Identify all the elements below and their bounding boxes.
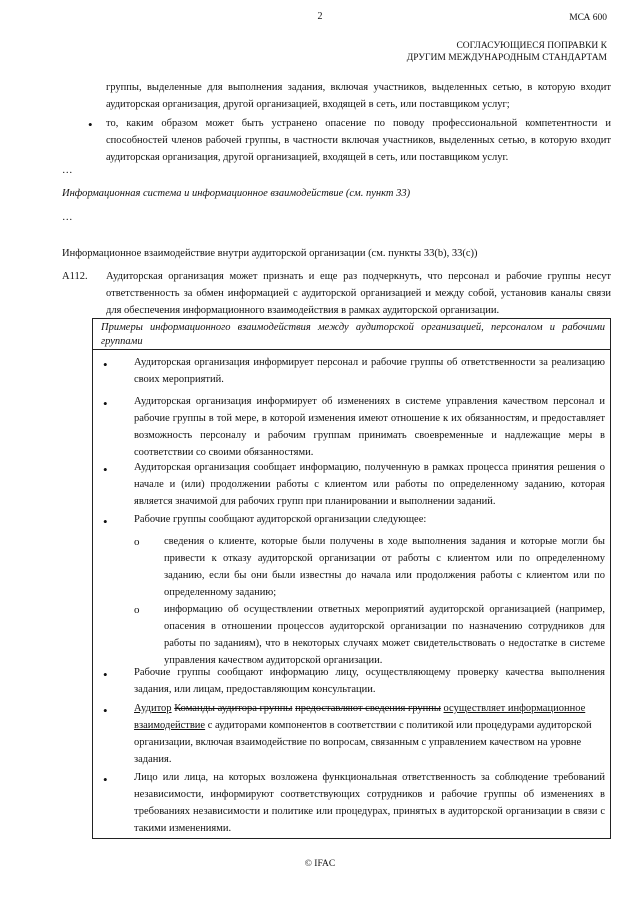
text: задания. bbox=[134, 754, 172, 765]
box-bullet-6-tracked-changes bbox=[134, 700, 605, 768]
box-bullet-7: Лицо или лица, на которых возложена функциональная ответственность за соблюдение требований независимости, информируют соответствующих сотрудников и рабочие группы об изменениях в требованиях независимости и политике или процедурах, принятых в аудиторской организации в связи с такими изменениями. bbox=[134, 772, 605, 834]
box-bullet-3: Аудиторская организация сообщает информацию, полученную в рамках процесса принятия решения о начале и (или) продолжении работы с клиентом или работы по определенному заданию, которая является значимой для рабочих групп при планировании и выполнении заданий. bbox=[134, 462, 605, 507]
inserted-text: взаимодействие bbox=[134, 720, 206, 731]
section-heading-italic: Информационная система и информационное взаимодействие (см. пункт 33) bbox=[62, 188, 411, 199]
box-divider bbox=[92, 349, 611, 350]
paragraph-number: A112. bbox=[62, 271, 88, 282]
inserted-text: Аудитор bbox=[134, 703, 172, 714]
bullet-marker: • bbox=[103, 703, 108, 718]
box-sub-bullet-1: сведения о клиенте, которые были получены в ходе выполнения задания и которые могли бы привести к отказу аудиторской организации от работы с клиентом или по определенному заданию, если бы они были известны до начала или продолжения работы с клиентом или по определенному заданию; bbox=[164, 536, 605, 598]
box-sub-bullet-2: информацию об осуществлении ответных мероприятий аудиторской организацией (например, опасения в отношении процессов аудиторской организации по назначению сотрудников для работы по заданиям), что в некоторых случаях может свидетельствовать о недостатке в системе управления качеством аудиторской организации. bbox=[164, 604, 605, 666]
box-bullet-4: Рабочие группы сообщают аудиторской организации следующее: bbox=[134, 514, 427, 525]
bullet-marker: • bbox=[103, 514, 108, 529]
box-bullet-2: Аудиторская организация информирует об изменениях в системе управления качеством персонал и рабочие группы в той мере, в которой изменения имеют отношение к их обязанностям, и предоставляет возможность персоналу и рабочим группам принимать своевременные и надлежащие меры в соответствии со своими обязанностями. bbox=[134, 396, 605, 458]
bullet-marker: • bbox=[103, 462, 108, 477]
page-number: 2 bbox=[317, 11, 323, 22]
text: организации, включая взаимодействие по вопросам, связанным с управлением качеством на уровне bbox=[134, 737, 582, 748]
box-title: Примеры информационного взаимодействия между аудиторской организацией, персоналом и рабочими группами bbox=[101, 322, 605, 347]
ellipsis: … bbox=[62, 212, 73, 223]
standard-code: МСА 600 bbox=[569, 13, 607, 23]
subsection-heading: Информационное взаимодействие внутри аудиторской организации (см. пункты 33(b), 33(c)) bbox=[62, 248, 478, 259]
bullet-paragraph: то, каким образом может быть устранено опасение по поводу профессиональной компетентности и способностей членов рабочей группы, в частности включая участников, выделенных сетью, в которую входит аудиторская организация, другой организацией, входящей в сеть, или поставщиком услуг. bbox=[106, 118, 611, 163]
header-title bbox=[407, 40, 607, 64]
header-line-2: ДРУГИМ МЕЖДУНАРОДНЫМ СТАНДАРТАМ bbox=[406, 53, 607, 63]
sub-bullet-marker: o bbox=[134, 536, 140, 548]
ellipsis: … bbox=[62, 165, 73, 176]
sub-bullet-marker: o bbox=[134, 604, 140, 616]
copyright-footer: © IFAC bbox=[304, 859, 336, 869]
bullet-marker: • bbox=[103, 396, 108, 411]
deleted-text: предоставляют сведения группы bbox=[295, 703, 441, 714]
continued-paragraph: группы, выделенные для выполнения задания, включая участников, выделенных сетью, в которую входит аудиторская организация, другой организацией, входящей в сеть, или поставщиком услуг; bbox=[106, 82, 611, 110]
bullet-marker: • bbox=[88, 117, 93, 132]
header-line-1: СОГЛАСУЮЩИЕСЯ ПОПРАВКИ К bbox=[456, 41, 607, 51]
inserted-text: осуществляет информационное bbox=[443, 703, 586, 714]
box-bullet-5: Рабочие группы сообщают информацию лицу, осуществляющему проверку качества выполнения задания, или лицам, предоставляющим консультации. bbox=[134, 667, 605, 695]
box-bullet-1: Аудиторская организация информирует персонал и рабочие группы об ответственности за реализацию своих мероприятий. bbox=[134, 357, 605, 385]
bullet-marker: • bbox=[103, 357, 108, 372]
bullet-marker: • bbox=[103, 667, 108, 682]
deleted-text: Команды аудитора группы bbox=[174, 703, 293, 714]
text: с аудиторами компонентов в соответствии с политикой или процедурами аудиторской bbox=[207, 720, 592, 731]
paragraph-a112: Аудиторская организация может признать и еще раз подчеркнуть, что персонал и рабочие группы несут ответственность за обмен информацией с аудиторской организацией и между собой, установив каналы связи для обеспечения информационного взаимодействия в рамках аудиторской организации. bbox=[106, 271, 611, 316]
bullet-marker: • bbox=[103, 772, 108, 787]
